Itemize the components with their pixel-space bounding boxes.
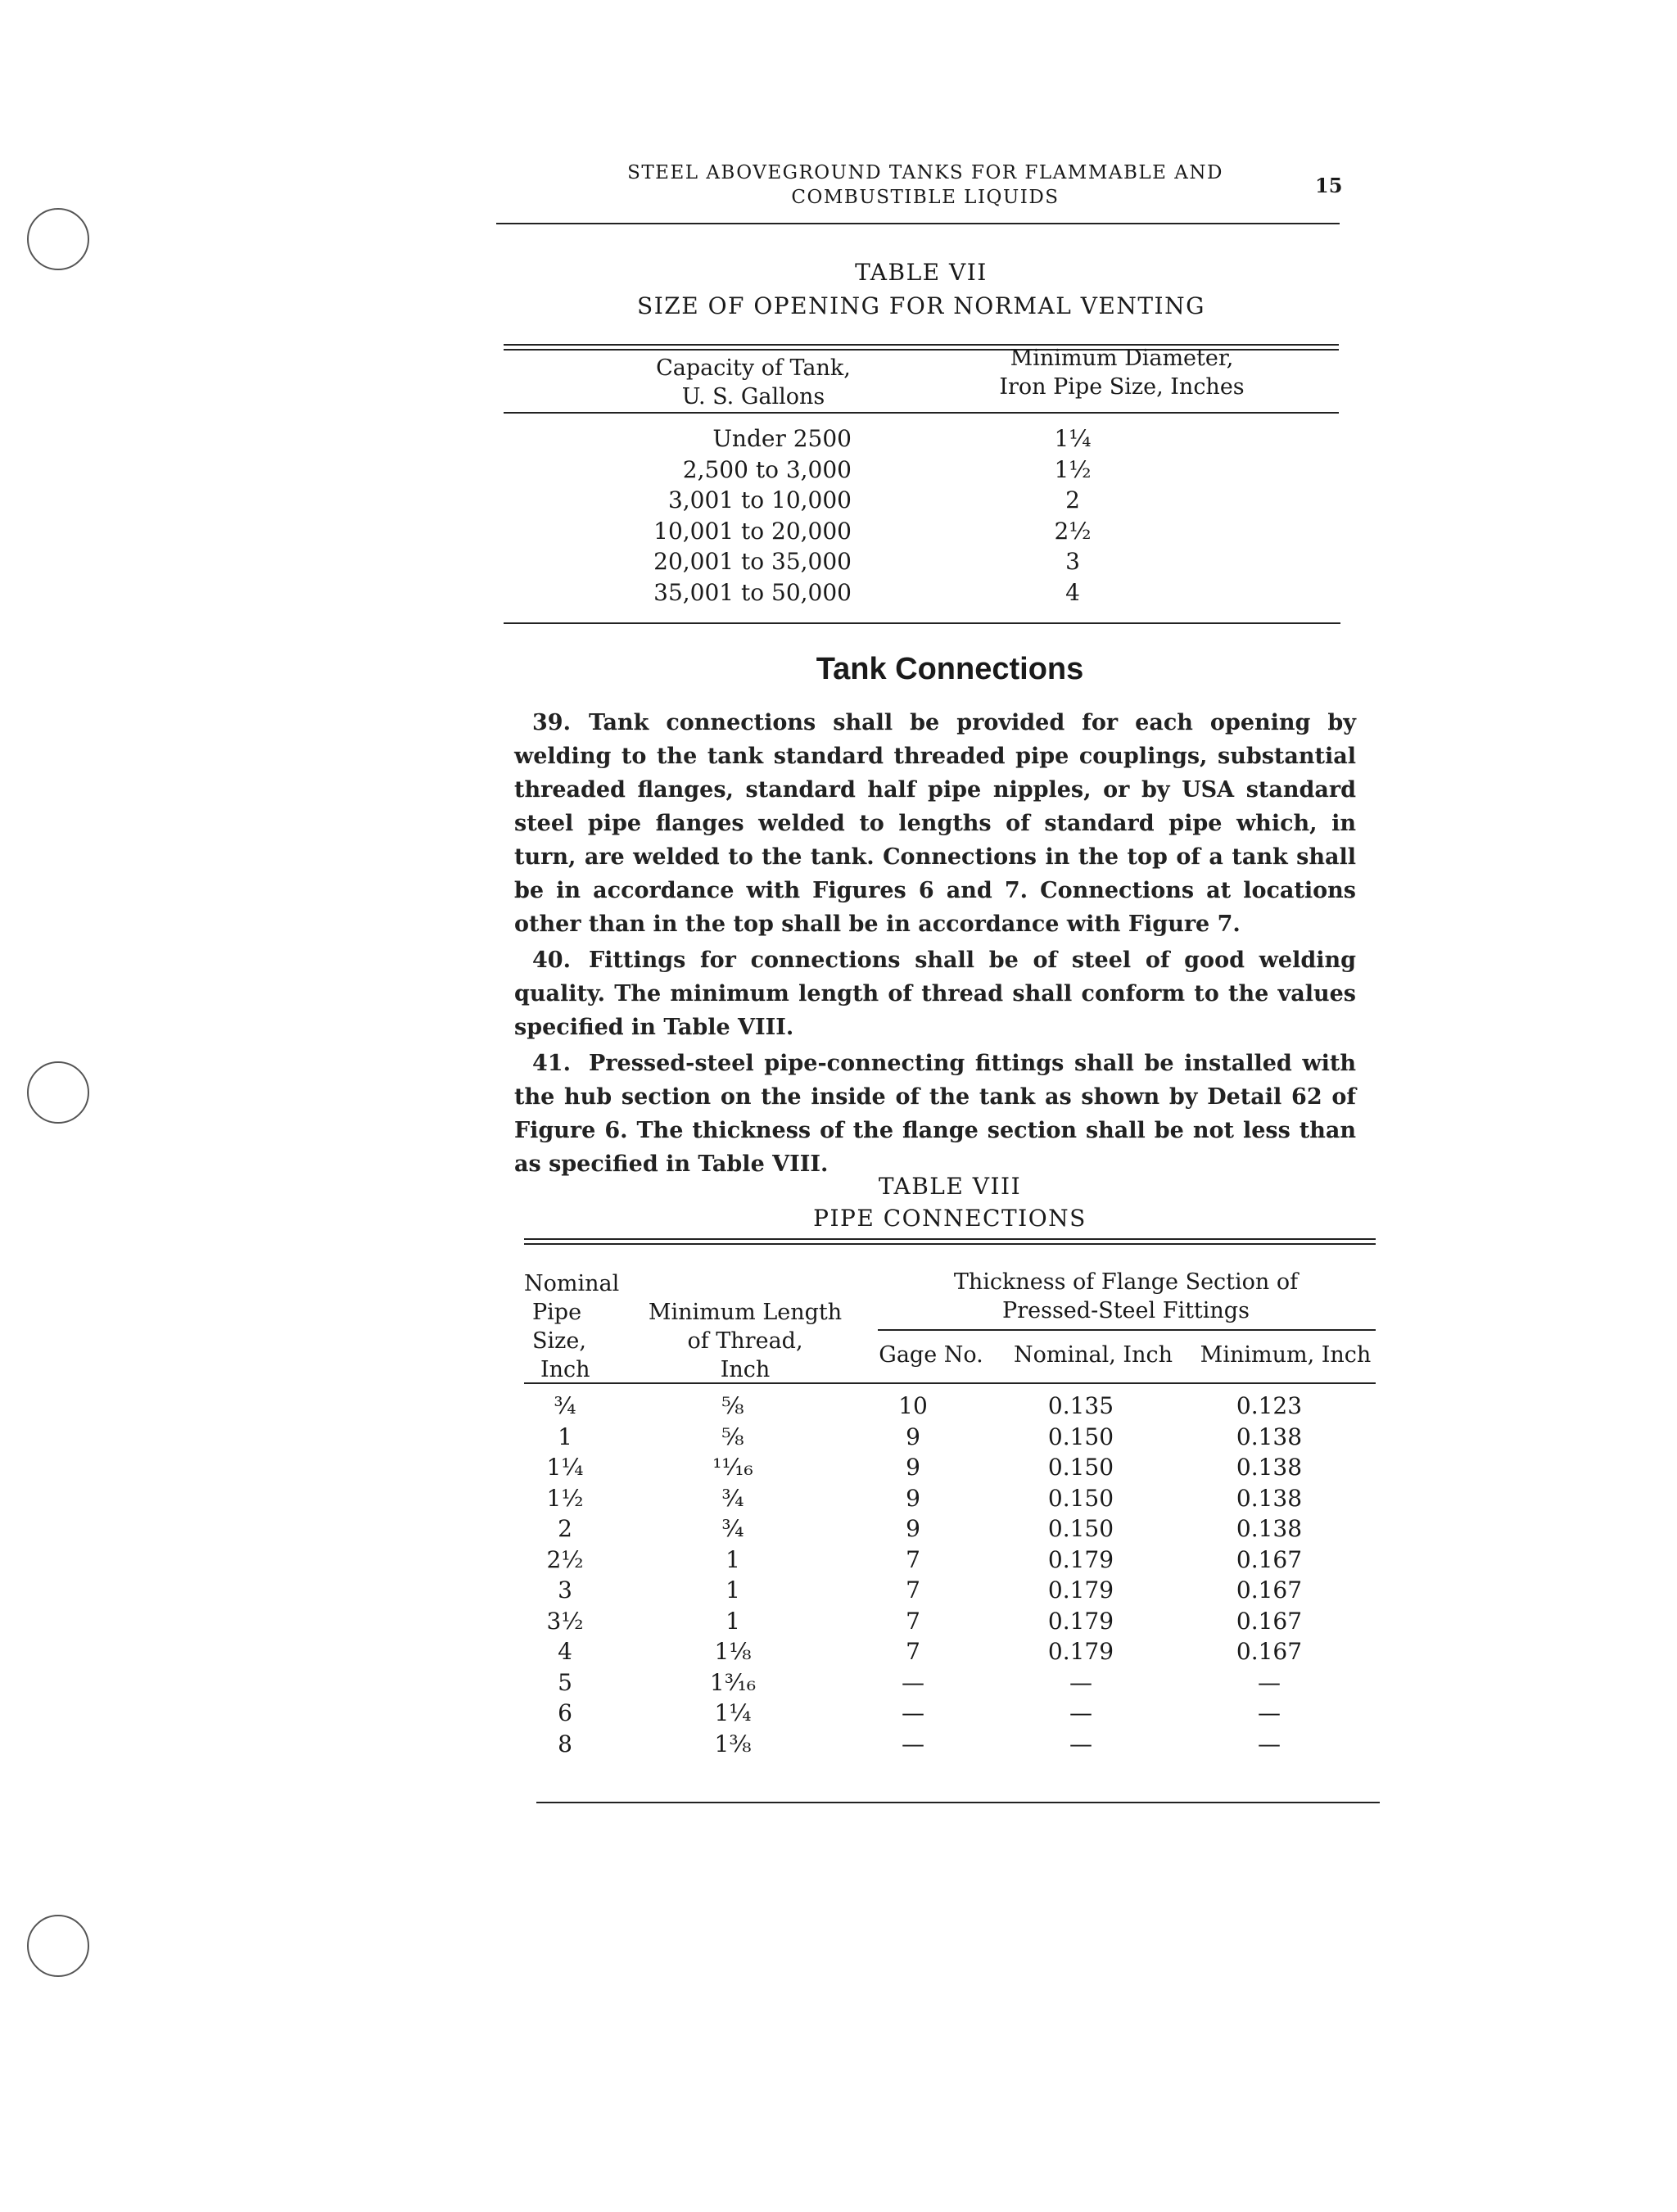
thread-cell: ¾ [721,1515,744,1542]
table-vii-header-rule [504,412,1339,414]
thread-cell: 1 [725,1576,740,1604]
thread-cell: ¹¹⁄₁₆ [712,1454,753,1481]
nominal-cell: 0.150 [1047,1454,1114,1481]
table-viii-title: PIPE CONNECTIONS [813,1205,1087,1232]
nominal-cell: 0.179 [1047,1607,1114,1635]
table-vii-title: SIZE OF OPENING FOR NORMAL VENTING [637,292,1205,319]
gage-header: Gage No. [879,1342,983,1368]
paragraph-41 [514,1047,1356,1181]
gage-cell: — [902,1668,924,1696]
table-row [524,1667,1376,1699]
table-row [573,455,1343,486]
table-row [573,423,1343,455]
size-cell: 1 [558,1423,572,1450]
group-header-line1: Thickness of Flange Section of [953,1269,1299,1295]
table-vii-body [573,423,1343,608]
size-cell: 8 [558,1730,572,1757]
page-number: 15 [1315,174,1343,197]
table-row [573,546,1343,577]
paragraph-40 [514,943,1356,1044]
minimum-cell: 0.167 [1236,1545,1303,1573]
size-cell: 2 [558,1515,572,1542]
table-row [573,577,1343,608]
paragraph-number: 40. [532,948,571,973]
size-cell: 4 [558,1638,572,1665]
diameter-cell: 3 [1065,548,1080,575]
thread-cell: 1⅜ [714,1730,752,1757]
diameter-cell: 1¼ [1054,425,1092,452]
size-cell: 1½ [546,1484,584,1512]
table-viii-top-rule-1 [524,1238,1376,1240]
nominal-cell: — [1069,1730,1092,1757]
table-viii-top-rule-2 [524,1243,1376,1245]
size-cell: ¾ [554,1392,576,1419]
minimum-cell: 0.167 [1236,1638,1303,1665]
running-header-line1: STEEL ABOVEGROUND TANKS FOR FLAMMABLE AND [627,162,1223,183]
gage-cell: 10 [898,1392,928,1419]
col2-header-line2: Iron Pipe Size, Inches [999,374,1245,400]
capacity-cell: 3,001 to 10,000 [667,486,852,513]
thread-cell: 1 [725,1545,740,1573]
minimum-cell: 0.167 [1236,1576,1303,1604]
thread-cell: 1⅛ [714,1638,752,1665]
punch-hole-top [27,208,89,270]
table-vii-bottom-rule [504,622,1340,624]
table-row [524,1729,1376,1760]
table-row [524,1513,1376,1545]
nominal-cell: — [1069,1699,1092,1726]
diameter-cell: 1½ [1054,455,1092,483]
table-viii-group-rule [878,1329,1376,1331]
paragraph-text: Fittings for connections shall be of steel of good welding quality. The minimum length of thread shall conform to the values specified in Table VIII. [514,948,1356,1040]
gage-cell: 7 [906,1576,920,1604]
thread-header-line1: Minimum Length [648,1300,843,1325]
minimum-cell: 0.138 [1236,1423,1303,1450]
paragraph-number: 41. [532,1051,571,1076]
nominal-size-header [524,1269,631,1384]
punch-hole-middle [27,1061,89,1124]
table-viii-bottom-rule [536,1802,1380,1803]
col2-header-line1: Minimum Diameter, [1010,346,1234,371]
capacity-cell: Under 2500 [712,425,852,452]
group-header-line2: Pressed-Steel Fittings [1002,1298,1250,1323]
nominal-cell: 0.150 [1047,1423,1114,1450]
nominal-thickness-header: Nominal, Inch [1014,1342,1173,1368]
table-row [524,1636,1376,1667]
table-viii-caption [671,1173,1228,1232]
minimum-cell: — [1258,1668,1281,1696]
nominal-cell: — [1069,1668,1092,1696]
paragraph-39 [514,706,1356,941]
diameter-cell: 2½ [1054,517,1092,545]
section-title: Tank Connections [816,652,1084,686]
gage-cell: 9 [906,1423,920,1450]
nominal-cell: 0.179 [1047,1638,1114,1665]
thread-cell: ⅝ [721,1392,744,1419]
size-cell: 6 [558,1699,572,1726]
table-row [573,516,1343,547]
size-cell: 1¼ [546,1454,584,1481]
gage-cell: 7 [906,1638,920,1665]
thread-cell: ¾ [721,1484,744,1512]
size-cell: 3½ [546,1607,584,1635]
table-row [524,1698,1376,1729]
table-viii-body [524,1391,1376,1759]
nominal-cell: 0.150 [1047,1484,1114,1512]
size-cell: 2½ [546,1545,584,1573]
gage-cell: 9 [906,1454,920,1481]
table-row [524,1575,1376,1606]
minimum-cell: — [1258,1730,1281,1757]
thread-header-line3: Inch [720,1357,771,1382]
flange-thickness-group-header [876,1268,1376,1325]
nominal-header-line3: Size, [532,1328,586,1354]
diameter-cell: 4 [1065,578,1080,606]
paragraph-text: Tank connections shall be provided for each opening by welding to the tank standard threaded pipe couplings, substantial threaded flanges, standard half pipe nipples, or by USA standard steel pipe flanges welded to lengths of standard pipe which, in turn, are welded to the tank. Connections in the top of a tank shall be in accordance with Figures 6 and 7. Connections at locations other than in the top shall be in accordance with Figure 7. [514,710,1356,937]
punch-hole-bottom [27,1915,89,1977]
capacity-cell: 10,001 to 20,000 [653,517,852,545]
thread-header-line2: of Thread, [687,1328,803,1354]
gage-cell: 7 [906,1607,920,1635]
minimum-cell: 0.123 [1236,1392,1303,1419]
nominal-cell: 0.179 [1047,1545,1114,1573]
minimum-thickness-header: Minimum, Inch [1200,1342,1372,1368]
thread-cell: ⅝ [721,1423,744,1450]
minimum-cell: 0.167 [1236,1607,1303,1635]
minimum-cell: 0.138 [1236,1515,1303,1542]
table-viii-header-rule [524,1382,1376,1384]
diameter-cell: 2 [1065,486,1080,513]
thread-length-header [639,1298,852,1384]
table-vii-col2-header [933,344,1310,401]
table-row [524,1483,1376,1514]
gage-cell: 9 [906,1484,920,1512]
nominal-cell: 0.179 [1047,1576,1114,1604]
running-header-line2: COMBUSTIBLE LIQUIDS [791,187,1060,208]
running-header [590,161,1261,210]
minimum-cell: — [1258,1699,1281,1726]
col1-header-line1: Capacity of Tank, [656,355,851,381]
size-cell: 5 [558,1668,572,1696]
paragraph-number: 39. [532,710,571,735]
gage-cell: 7 [906,1545,920,1573]
table-vii [504,259,1339,319]
nominal-header-line2: Pipe [532,1300,582,1325]
minimum-cell: 0.138 [1236,1484,1303,1512]
table-row [524,1391,1376,1422]
nominal-cell: 0.150 [1047,1515,1114,1542]
capacity-cell: 2,500 to 3,000 [682,455,852,483]
paragraph-text: Pressed-steel pipe-connecting fittings shall be installed with the hub section on the inside of the tank as shown by Detail 62 of Figure 6. The thickness of the flange section shall be not less than as specified in Table VIII. [514,1051,1356,1177]
table-vii-label: TABLE VII [855,259,988,286]
gage-cell: 9 [906,1515,920,1542]
thread-cell: 1¼ [714,1699,752,1726]
minimum-cell: 0.138 [1236,1454,1303,1481]
thread-cell: 1 [725,1607,740,1635]
table-row [524,1545,1376,1576]
gage-cell: — [902,1730,924,1757]
table-viii-label: TABLE VIII [878,1173,1022,1200]
nominal-cell: 0.135 [1047,1392,1114,1419]
table-vii-col1-header [573,354,933,411]
capacity-cell: 20,001 to 35,000 [653,548,852,575]
size-cell: 3 [558,1576,572,1604]
table-row [524,1422,1376,1453]
table-row [524,1452,1376,1483]
gage-cell: — [902,1699,924,1726]
header-rule [496,223,1340,224]
table-row [573,485,1343,516]
col1-header-line2: U. S. Gallons [681,384,825,409]
thread-cell: 1³⁄₁₆ [709,1668,757,1696]
table-row [524,1606,1376,1637]
capacity-cell: 35,001 to 50,000 [653,578,852,606]
nominal-header-line4: Inch [540,1357,590,1382]
nominal-header-line1: Nominal [524,1271,620,1296]
